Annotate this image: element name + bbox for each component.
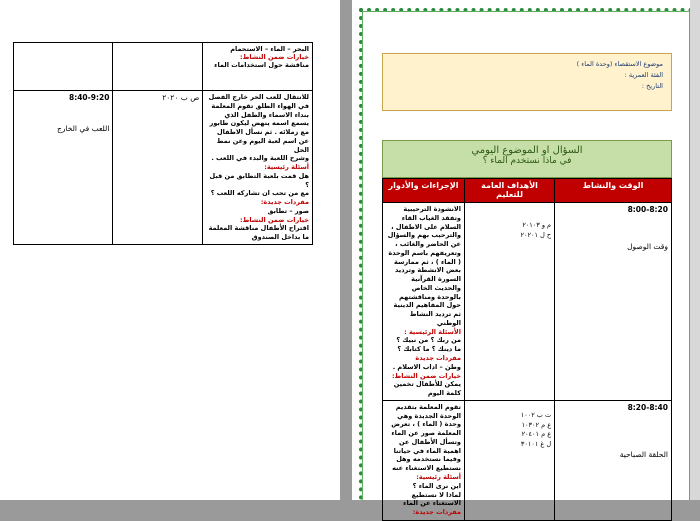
text-line: من ربك ؟ من نبيك ؟ (396, 336, 461, 345)
text-line: للانتقال للعب الحر خارج الفصل في الهواء الطلق تقوم المعلمة بنداء الاسماء والطفل الذي يسمع اسمه ينهض ليكون طابور مع زملائه . ثم نسأل الاطفال عن اسم لعبة اليوم وعن نمط الحل (208, 93, 309, 154)
text-line: تقوم المعلمة بتقديم الوحدة الجديدة وهي وحدة ( الماء ) ، تعرض المعلمة صور عن الماء وتسأل الأطفال عن اهمية الماء في حياتنا وفيما نستخدمه وهل نستطيع الاستغناء عنه (391, 402, 461, 473)
time-cell (14, 91, 113, 245)
daily-subject-bar (382, 140, 672, 178)
goal-code: ح ل ٢٠٢٠١ (520, 230, 552, 239)
subject-question: في ماذا نستخدم الماء ؟ (482, 156, 572, 166)
date-label: التاريخ : (641, 82, 663, 90)
time-cell (14, 43, 113, 91)
text-line: اقتراح الأطفال مناقشة المعلمة ما بداخل الصندوق (208, 224, 309, 242)
vertical-scrollbar[interactable] (690, 0, 700, 500)
header-procedures: الإجراءات والأدوار (383, 179, 465, 203)
text-line: يمكن للأطفال تخمين كلمة اليوم (393, 380, 461, 398)
topic-label: موضوع الاستقصاء (وحدة الماء ) (576, 60, 663, 68)
text-line: أسئلة رئيسية: (264, 163, 309, 172)
header-row (383, 179, 672, 203)
table-row (14, 91, 313, 245)
text-line: الأسئلة الرئيسية : (404, 327, 461, 336)
subject-title: السؤال او الموضوع اليومي (471, 145, 583, 156)
text-line: مناقشة حول استخدامات الماء (214, 61, 309, 69)
header-time-activity: الوقت والنشاط (555, 179, 672, 203)
text-line: خيارات ضمن النشاط: (391, 371, 461, 380)
age-group-label: الفئة العمرية : (624, 71, 663, 79)
goal-code: ل غ ٣٠١٠١ (520, 440, 552, 449)
text-line: لماذا لا نستطيع الاستغناء عن الماء (403, 490, 461, 508)
text-line: خيارات ضمن النشاط: (239, 53, 309, 61)
text-line: الانشودة الترحيبية وتفقد الغياب القاء السلام على الاطفال ، (391, 205, 461, 231)
text-line: اين نرى الماء ؟ (412, 481, 461, 490)
text-line: مفردات جديدة: (412, 508, 461, 517)
text-line: وطن – اداب الاسلام . (392, 362, 461, 371)
goal-code: ص ب ٢٠٢٠ (162, 93, 200, 102)
text-line: مفردات جديدة: (260, 198, 309, 207)
procedure-cell (203, 43, 313, 91)
goals-cell (113, 43, 203, 91)
goal-code: ع م ٢٠٤٠١ (521, 430, 552, 439)
procedure-cell (203, 91, 313, 245)
activity-name: اللعب في الخارج (57, 124, 110, 133)
activity-name: وقت الوصول (627, 242, 668, 251)
header-goals: الأهداف العامة للتعليم (464, 179, 554, 203)
right-page (352, 0, 700, 517)
time-range: 8:40-9:20 (68, 93, 110, 102)
text-line: مع من تحب ان تشاركه اللعب ؟ (210, 189, 309, 198)
text-line: وشرح اللعبة والبدء في اللعب . (211, 154, 309, 163)
left-lesson-table (13, 42, 313, 245)
goal-code: ع م ١٠٣٠٢ (521, 420, 552, 429)
left-page (0, 0, 340, 500)
table-row (383, 400, 672, 520)
table-row (383, 203, 672, 401)
goals-cell (464, 400, 554, 520)
activity-name: الحلقة الصباحية (619, 449, 668, 459)
text-line: هل قمت بلعبة التطابق من قبل ؟ (209, 171, 309, 189)
procedure-cell (383, 203, 465, 401)
time-range: 8:20-8:40 (627, 402, 668, 412)
text-line: خيارات ضمن النشاط: (239, 215, 309, 224)
goal-code: م و ٢٠١٠٣ (522, 221, 552, 229)
time-cell (555, 400, 672, 520)
goals-cell (464, 203, 554, 401)
procedure-cell (383, 400, 465, 520)
info-box (382, 53, 672, 111)
text-line: صور – تطابق (267, 206, 309, 215)
time-range: 8:00-8:20 (627, 205, 668, 214)
text-line: البحر – الماء – الاستحمام (230, 45, 309, 53)
table-row (14, 43, 313, 91)
text-line: والترحيب بهم والسؤال عن الحاضر والغائب ، وتعريفهم باسم الوحدة ( الماء ) ، ثم ممارسة بعض الانشطة وترديد السورة القرآنية والحديث الخاص بالوحدة ومناقشتهم حول المفاهيم الدينية ثم ترديد النشاط الوطني (387, 231, 461, 327)
goal-code: ت ب ١٠٠٢ (520, 410, 552, 419)
text-line: أسئلة رئيسية: (416, 472, 461, 481)
goals-cell (113, 91, 203, 245)
text-line: مفردات جديدة (415, 354, 461, 363)
time-cell (555, 203, 672, 401)
right-lesson-table (382, 178, 672, 521)
text-line: ما دينك ؟ ما كتابك ؟ (397, 345, 461, 354)
